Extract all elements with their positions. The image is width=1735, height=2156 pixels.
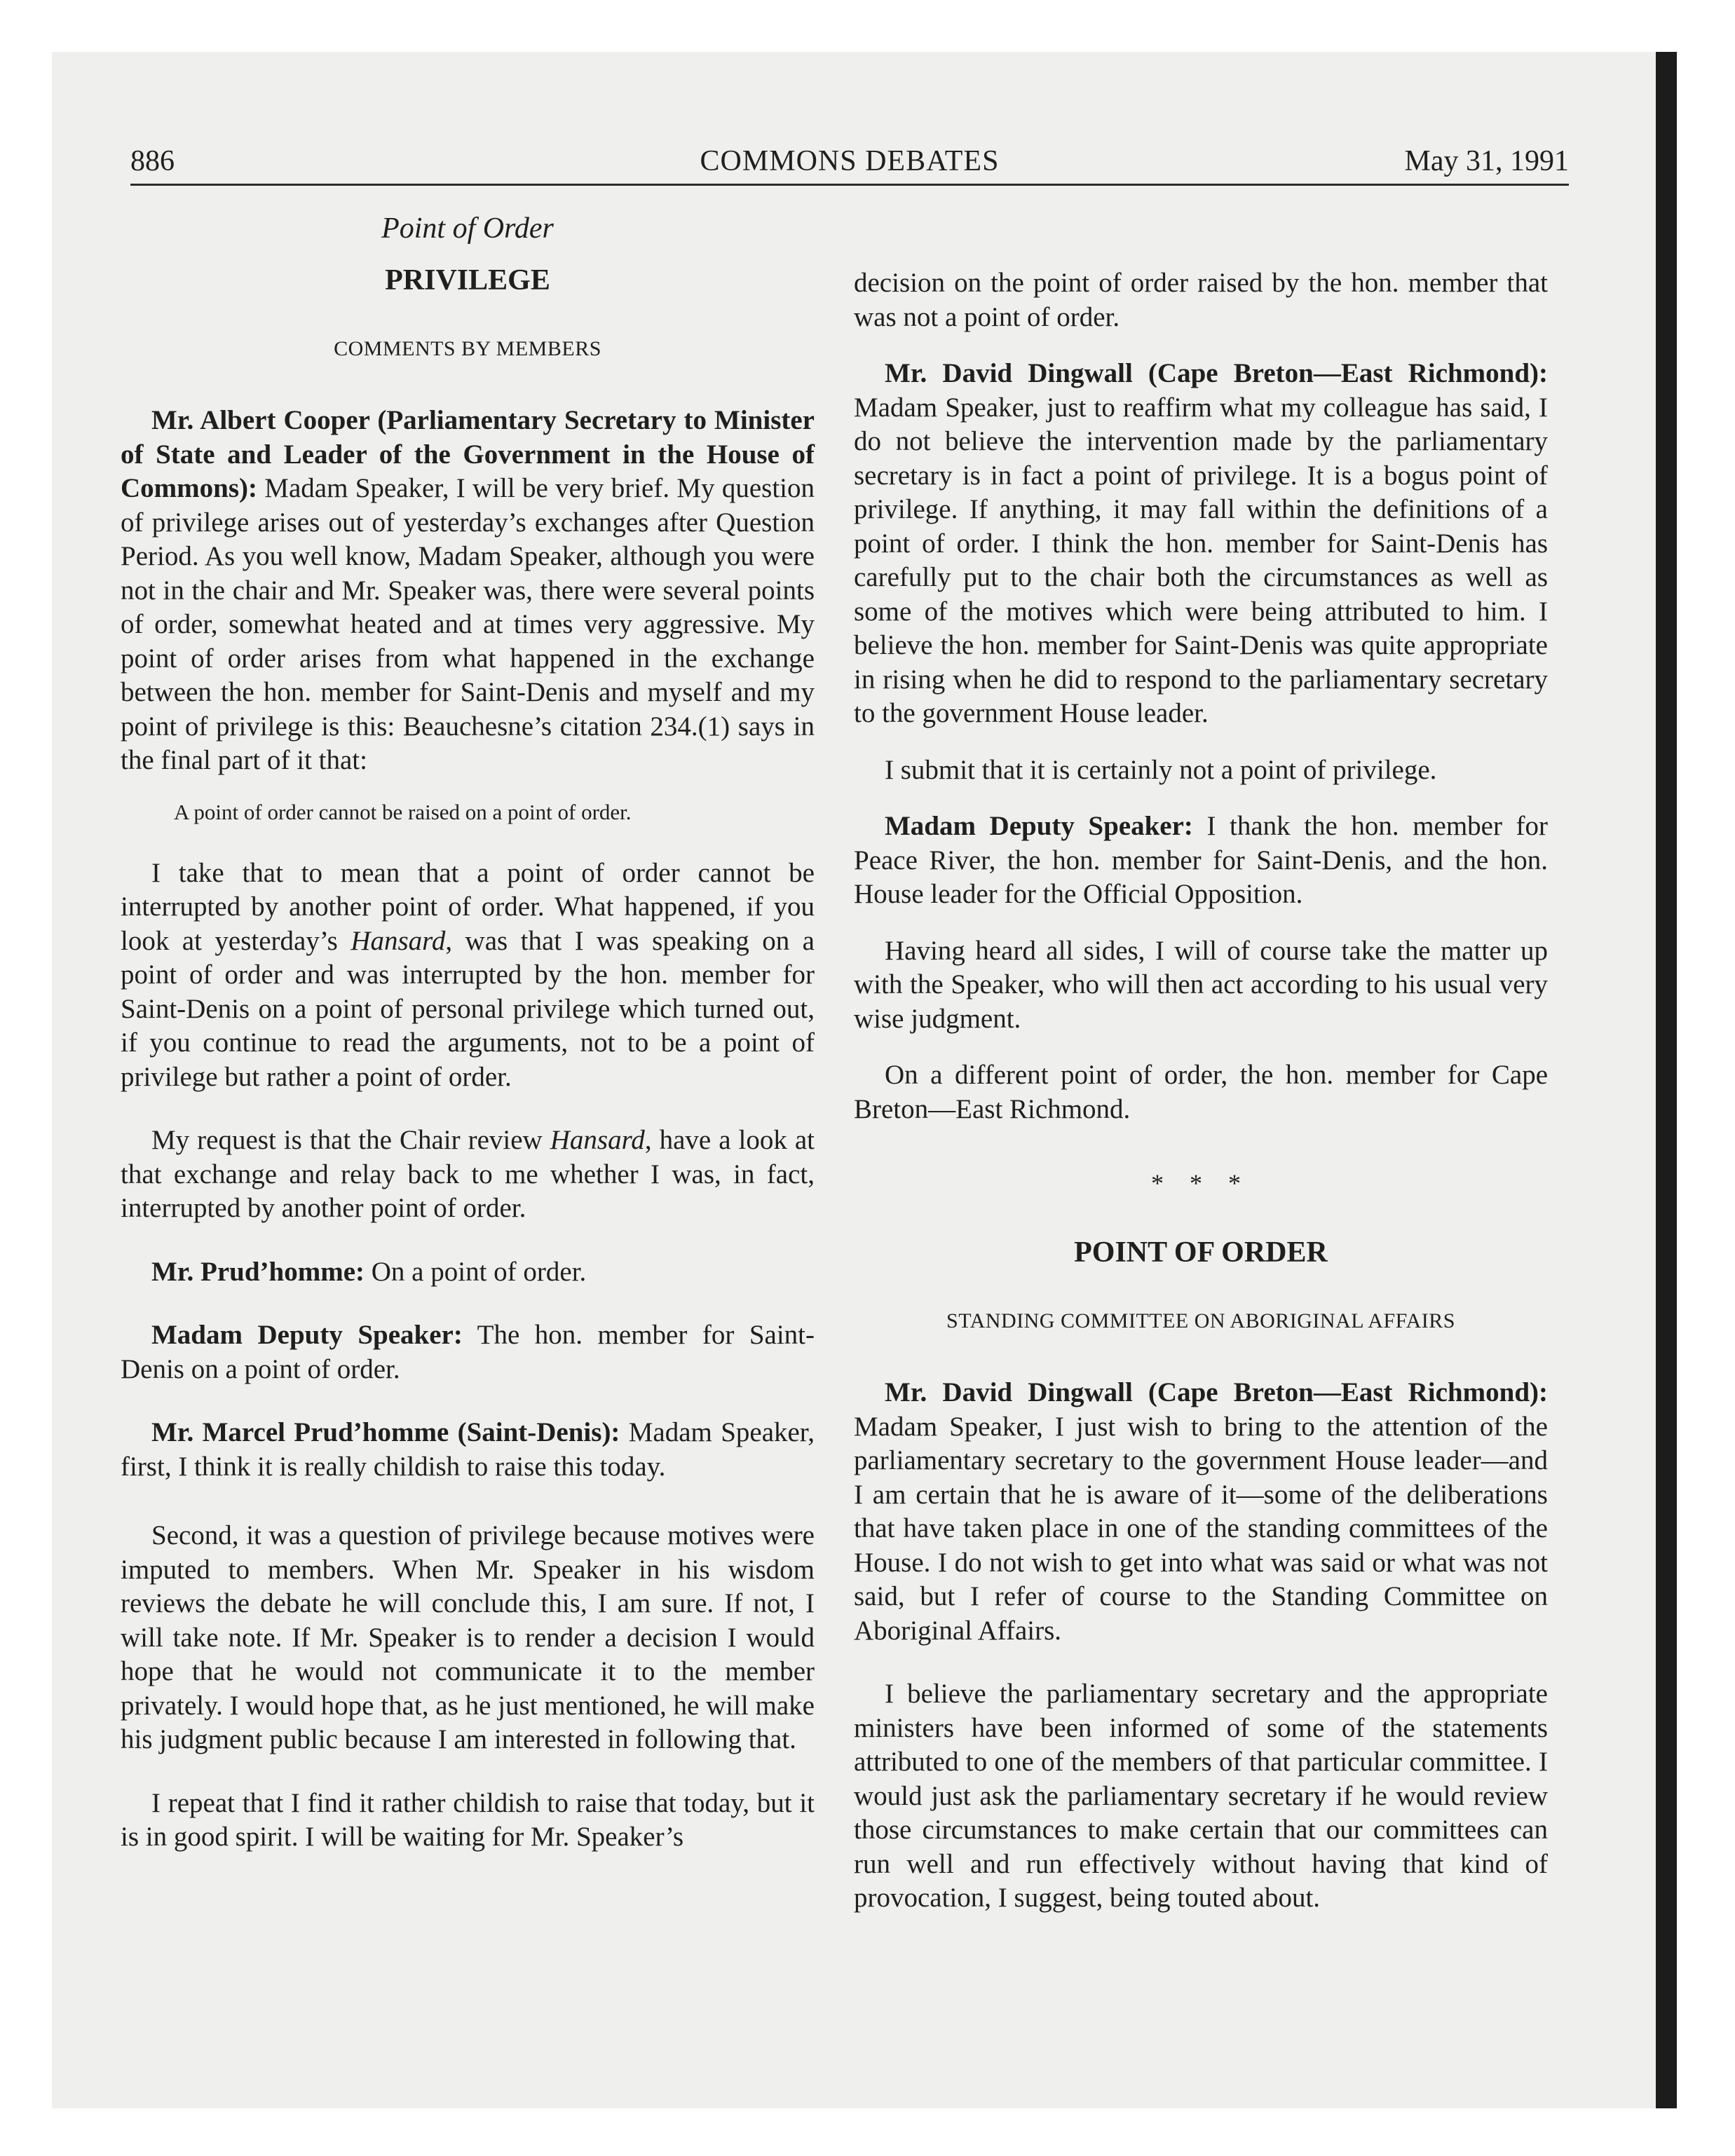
speech-paragraph: I believe the parliamentary secretary and the appropriate ministers have been informed of some of the statements attributed to one of the members of that particular committee. I would just ask the parliamentary secretary if he would review those circumstances to make certain that our committees can run well and run effectively without having that kind of provocation, I suggest, being touted about. (854, 1679, 1548, 1913)
speech-paragraph: decision on the point of order raised by the hon. member that was not a point of order. (854, 268, 1548, 332)
speech-paragraph: Having heard all sides, I will of course take the matter up with the Speaker, who will then act according to his usual very wise judgment. (854, 935, 1548, 1034)
speech-paragraph: Madam Deputy Speaker: I thank the hon. member for Peace River, the hon. member for Saint-Denis, and the hon. House leader for the Official Opposition. (854, 811, 1548, 909)
section-subheading: STANDING COMMITTEE ON ABORIGINAL AFFAIRS (946, 1309, 1455, 1332)
block-quote: A point of order cannot be raised on a point of order. (174, 799, 632, 824)
left-column (121, 210, 815, 1855)
section-subheading: COMMENTS BY MEMBERS (334, 337, 601, 360)
speech-paragraph: Madam Deputy Speaker: The hon. member for Saint-Denis on a point of order. (121, 1320, 815, 1384)
speech-paragraph: Mr. David Dingwall (Cape Breton—East Richmond): Madam Speaker, I just wish to bring to the attention of the parliamentary secretary to the government House leader—and I am certain that he is aware of it—some of the deliberations that have taken place in one of the standing committees of the House. I do not wish to get into what was said or what was not said, but I refer of course to the Standing Committee on Aboriginal Affairs. (854, 1377, 1548, 1646)
hansard-ref: Hansard (550, 1125, 645, 1155)
scan-edge-shadow (1656, 52, 1677, 2108)
running-header (130, 140, 1569, 182)
header-rule (130, 184, 1569, 186)
page-date: May 31, 1991 (1404, 145, 1569, 177)
speech-paragraph: I take that to mean that a point of order cannot be interrupted by another point of order. What happened, if you look at yesterday’s Hansard, was that I was speaking on a point of order and was interrupted by the hon. member for Saint-Denis on a point of personal privilege which turned out, if you continue to read the arguments, not to be a point of privilege but rather a point of order. (121, 857, 815, 1092)
speech-text: Madam Speaker, I will be very brief. My question of privilege arises out of yesterday’s exchanges after Question Period. As you well know, Madam Speaker, although you were not in the chair and Mr. Speaker was, there were several points of order, somewhat heated and at times very aggressive. My point of order arises from what happened in the exchange between the hon. member for Saint-Denis and myself and my point of privilege is this: Beauchesne’s citation 234.(1) says in the final part of it that: (121, 473, 815, 775)
right-column (854, 266, 1548, 1916)
section-separator: * * * (1151, 1169, 1251, 1197)
speech-paragraph: My request is that the Chair review Hansard, have a look at that exchange and relay back to me whether I was, in fact, interrupted by another point of order. (121, 1125, 815, 1223)
speech-paragraph (121, 404, 815, 778)
section-kicker: Point of Order (381, 212, 554, 245)
speaker-name: Mr. David Dingwall (Cape Breton—East Richmond): (885, 1377, 1548, 1407)
speech-paragraph: Second, it was a question of privilege because motives were imputed to members. When Mr. Speaker in his wisdom reviews the debate he will conclude this, I am sure. If not, I will take note. If Mr. Speaker is to render a decision I would hope that he would not communicate it to the member privately. I would hope that, as he just mentioned, he will make his judgment public because I am interested in following that. (121, 1520, 815, 1754)
speaker-name: Madam Deputy Speaker: (885, 811, 1193, 841)
speaker-name: Mr. Albert Cooper (Parliamentary Secretary to Minister of State and Leader of the Government in the House of Commons): (121, 405, 815, 503)
speech-paragraph: Mr. Marcel Prud’homme (Saint-Denis): Madam Speaker, first, I think it is really childish to raise this today. (121, 1417, 815, 1482)
speaker-name: Mr. Prud’homme: (151, 1256, 365, 1287)
speech-paragraph: I submit that it is certainly not a point of privilege. (885, 754, 1437, 785)
speech-paragraph: On a different point of order, the hon. member for Cape Breton—East Richmond. (854, 1060, 1548, 1124)
speech-paragraph: I repeat that I find it rather childish to raise that today, but it is in good spirit. I will be waiting for Mr. Speaker’s (121, 1787, 815, 1852)
speech-paragraph: Mr. Prud’homme: On a point of order. (151, 1256, 587, 1287)
speaker-name: Mr. David Dingwall (Cape Breton—East Richmond): (885, 358, 1548, 388)
speech-paragraph: Mr. David Dingwall (Cape Breton—East Richmond): Madam Speaker, just to reaffirm what my colleague has said, I do not believe the intervention made by the parliamentary secretary is in fact a point of privilege. It is a bogus point of privilege. If anything, it may fall within the definitions of a point of order. I think the hon. member for Saint-Denis has carefully put to the chair both the circumstances as well as some of the motives which were being attributed to him. I believe the hon. member for Saint-Denis was quite appropriate in rising when he did to respond to the parliamentary secretary to the government House leader. (854, 358, 1548, 728)
page-number: 886 (130, 145, 175, 177)
publication-title: COMMONS DEBATES (700, 145, 1000, 177)
hansard-ref: Hansard (351, 925, 446, 956)
section-heading: POINT OF ORDER (1074, 1236, 1328, 1269)
speaker-name: Mr. Marcel Prud’homme (Saint-Denis): (151, 1417, 620, 1447)
section-heading: PRIVILEGE (385, 264, 550, 296)
speaker-name: Madam Deputy Speaker: (151, 1320, 463, 1350)
